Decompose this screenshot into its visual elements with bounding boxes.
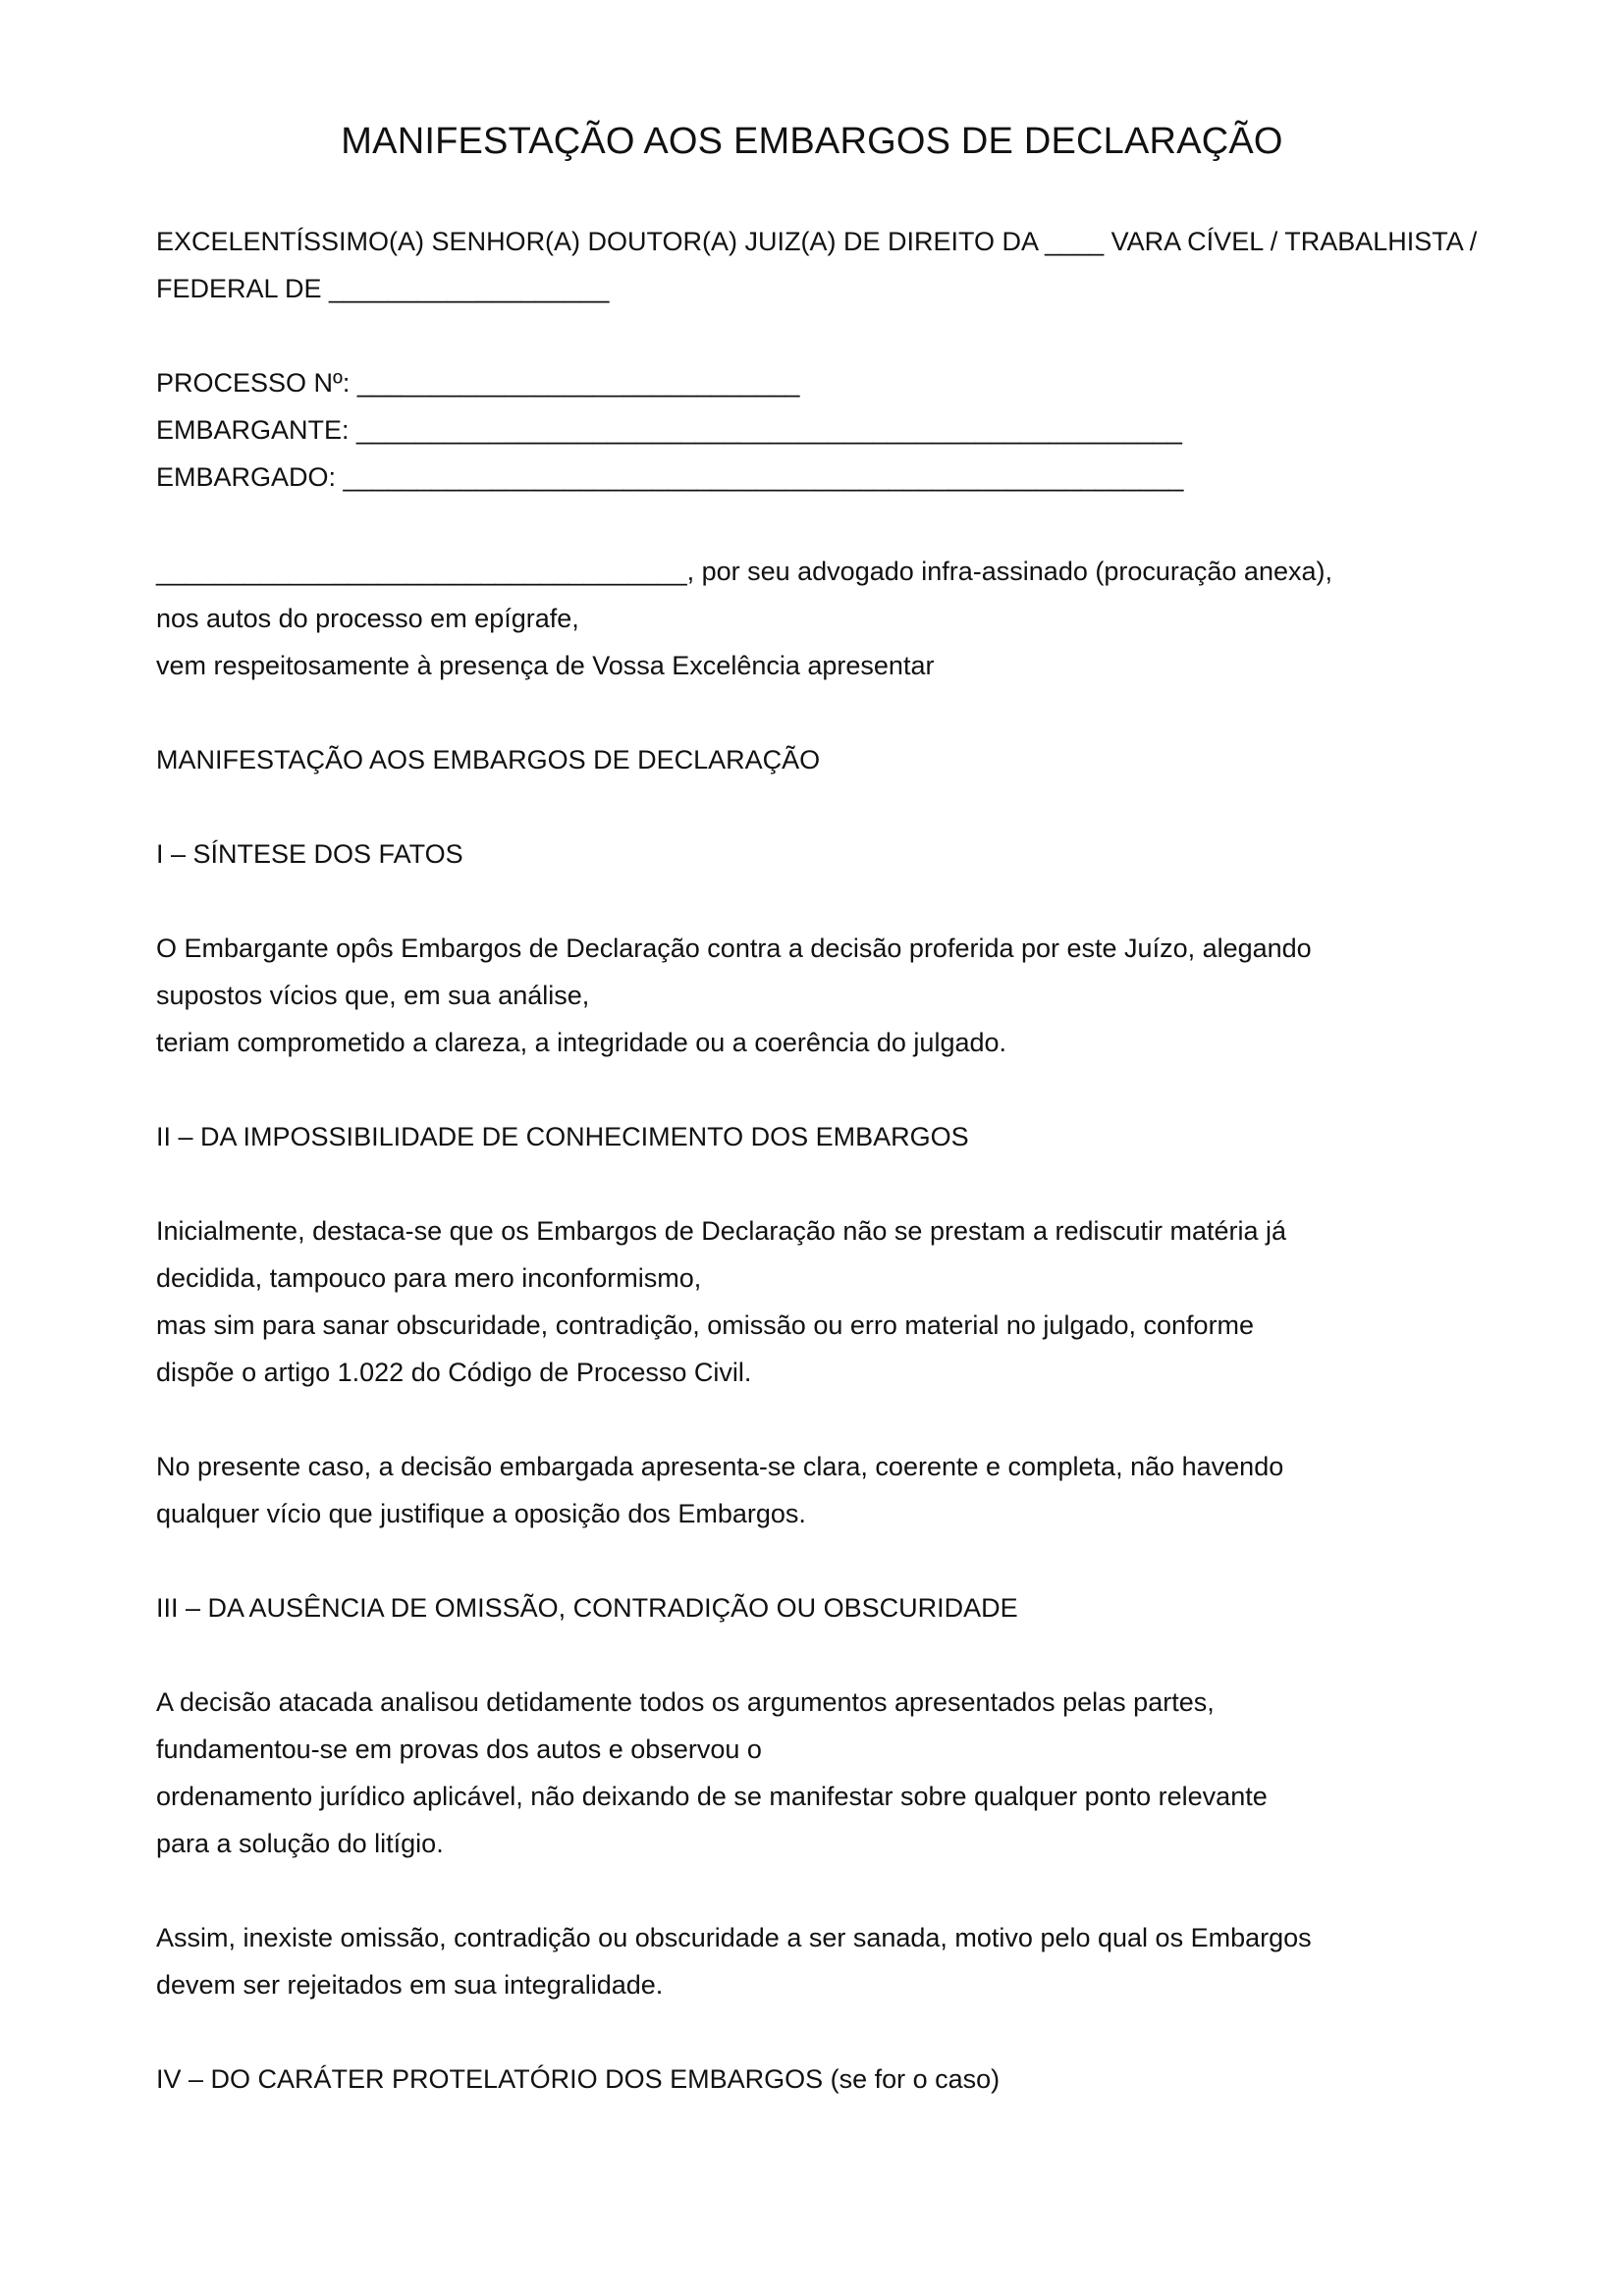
spacer [156, 501, 1609, 548]
embargado-field: EMBARGADO: _________________________________________________________ [156, 462, 1184, 492]
address-line: EXCELENTÍSSIMO(A) SENHOR(A) DOUTOR(A) JUIZ(A) DE DIREITO DA ____ VARA CÍVEL / TRABALHISTA / [156, 227, 1478, 256]
section-heading: IV – DO CARÁTER PROTELATÓRIO DOS EMBARGOS (se for o caso) [156, 2064, 1001, 2094]
paragraph-line: Assim, inexiste omissão, contradição ou obscuridade a ser sanada, motivo pelo qual os Embargos [156, 1923, 1312, 1952]
spacer [156, 783, 1609, 830]
embargante-field: EMBARGANTE: ________________________________________________________ [156, 415, 1182, 445]
paragraph-line: ordenamento jurídico aplicável, não deixando de se manifestar sobre qualquer ponto relevante [156, 1782, 1268, 1811]
section-heading: III – DA AUSÊNCIA DE OMISSÃO, CONTRADIÇÃO OU OBSCURIDADE [156, 1593, 1018, 1623]
spacer [156, 1396, 1609, 1443]
spacer [156, 1066, 1609, 1113]
case-fields-block [156, 359, 1609, 501]
document-title: MANIFESTAÇÃO AOS EMBARGOS DE DECLARAÇÃO [341, 121, 1283, 162]
paragraph-line: fundamentou-se em provas dos autos e observou o [156, 1735, 762, 1764]
paragraph-line: Inicialmente, destaca-se que os Embargos de Declaração não se prestam a rediscutir matéria já [156, 1216, 1287, 1246]
paragraph-line: vem respeitosamente à presença de Vossa Excelência apresentar [156, 651, 935, 680]
spacer [156, 1537, 1609, 1584]
section-heading: I – SÍNTESE DOS FATOS [156, 839, 463, 869]
document-heading: MANIFESTAÇÃO AOS EMBARGOS DE DECLARAÇÃO [156, 745, 821, 774]
section-paragraph [156, 925, 1609, 1066]
paragraph-line: qualquer vício que justifique a oposição dos Embargos. [156, 1499, 806, 1528]
paragraph-line: No presente caso, a decisão embargada apresenta-se clara, coerente e completa, não havendo [156, 1452, 1284, 1481]
spacer [156, 1631, 1609, 1679]
spacer [156, 878, 1609, 925]
spacer [156, 2008, 1609, 2056]
paragraph-line: A decisão atacada analisou detidamente todos os argumentos apresentados pelas partes, [156, 1687, 1215, 1717]
section-heading: II – DA IMPOSSIBILIDADE DE CONHECIMENTO DOS EMBARGOS [156, 1122, 969, 1151]
section-paragraph [156, 1207, 1609, 1396]
paragraph-line: nos autos do processo em epígrafe, [156, 604, 579, 633]
section-paragraph [156, 1679, 1609, 1867]
paragraph-line: supostos vícios que, em sua análise, [156, 981, 590, 1010]
paragraph-line: decidida, tampouco para mero inconformismo, [156, 1263, 702, 1293]
spacer [156, 312, 1609, 359]
address-line: FEDERAL DE ___________________ [156, 274, 610, 303]
paragraph-line: mas sim para sanar obscuridade, contradição, omissão ou erro material no julgado, conforme [156, 1310, 1255, 1340]
intro-paragraph [156, 548, 1609, 689]
section-paragraph [156, 1914, 1609, 2008]
paragraph-line: devem ser rejeitados em sua integralidade. [156, 1970, 664, 2000]
document-body [156, 218, 1609, 2103]
spacer [156, 1867, 1609, 1914]
paragraph-line: teriam comprometido a clareza, a integridade ou a coerência do julgado. [156, 1028, 1007, 1057]
section-paragraph [156, 1443, 1609, 1537]
process-number-field: PROCESSO Nº: ______________________________ [156, 368, 800, 398]
spacer [156, 1160, 1609, 1207]
address-block [156, 218, 1609, 312]
paragraph-line: ____________________________________, por seu advogado infra-assinado (procuração anexa), [156, 557, 1332, 586]
paragraph-line: dispõe o artigo 1.022 do Código de Processo Civil. [156, 1358, 752, 1387]
paragraph-line: O Embargante opôs Embargos de Declaração contra a decisão proferida por este Juízo, alegando [156, 934, 1312, 963]
spacer [156, 689, 1609, 736]
paragraph-line: para a solução do litígio. [156, 1829, 444, 1858]
